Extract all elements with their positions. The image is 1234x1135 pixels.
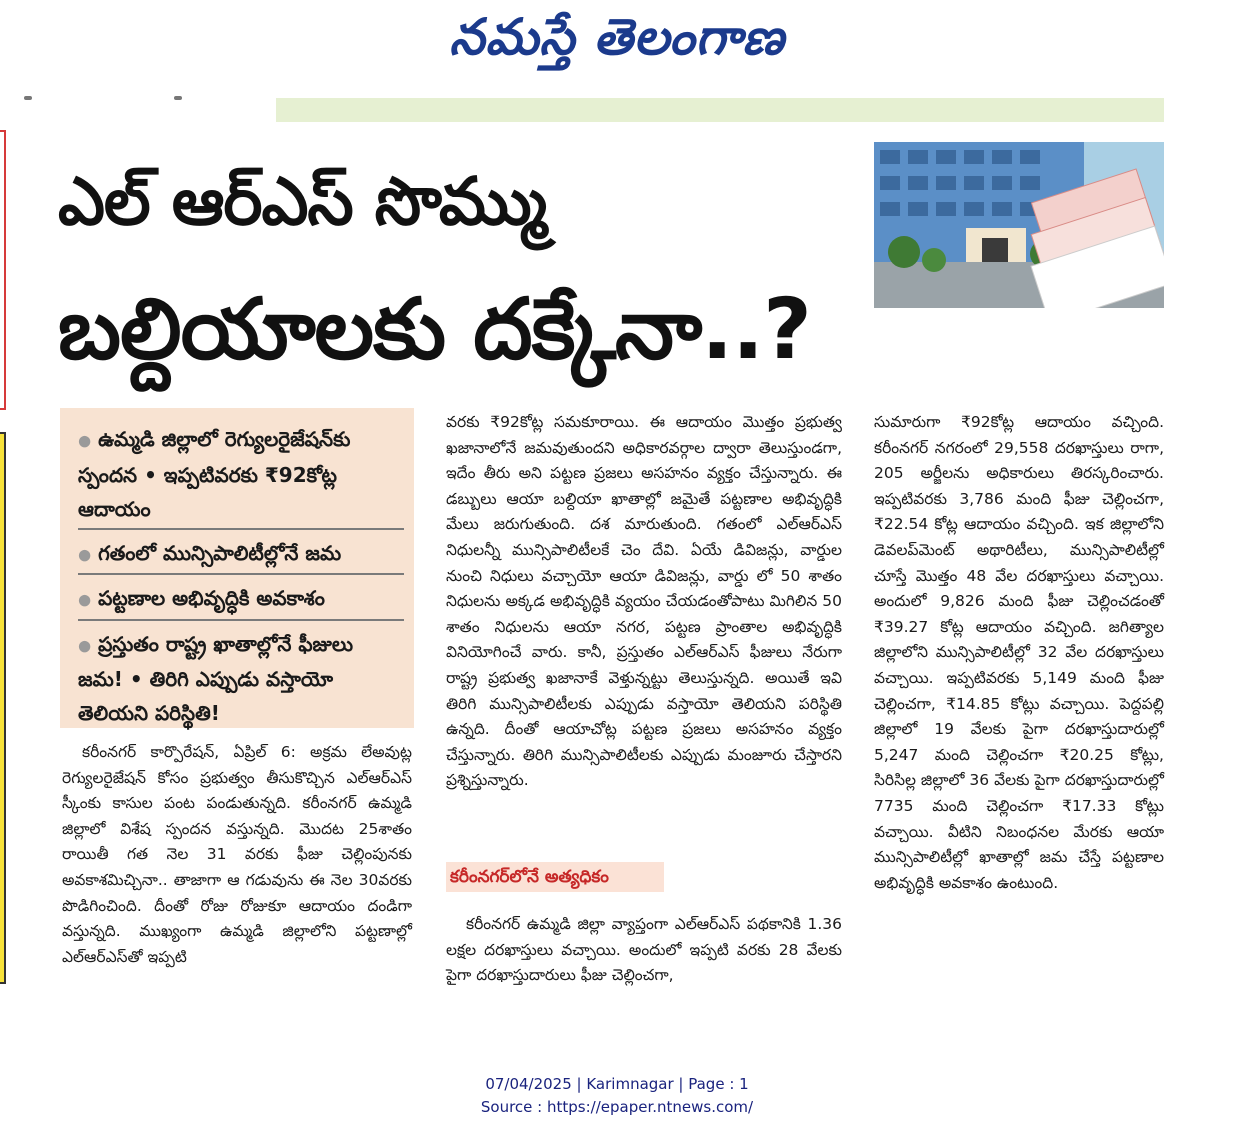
footer-date-edition: 07/04/2025 | Karimnagar | Page : 1 <box>485 1075 749 1093</box>
office-building-photo-icon <box>874 142 1164 308</box>
article-paragraph: సుమారుగా ₹92కోట్ల ఆదాయం వచ్చింది. కరీంనగర్ నగరంలో 29,558 దరఖాస్తులు రాగా, 205 అర్జీలను అధికారులు తిరస్కరించారు. ఇప్పటివరకు 3,786 మంది ఫీజు చెల్లించగా, ₹22.54 కోట్ల ఆదాయం వచ్చింది. ఇక జిల్లాలోని డెవలప్‌మెంట్ అథారిటీలు, మున్సిపాలిటీల్లో చూస్తే మొత్తం 48 వేల దరఖాస్తులు వచ్చాయి. అందులో 9,826 మంది ఫీజు చెల్లించడంతో ₹39.27 కోట్ల ఆదాయం వచ్చింది. జగిత్యాల జిల్లాలోని మున్సిపాలిటీల్లో 32 వేల దరఖాస్తులు వచ్చాయి. ఇప్పటివరకు 5,149 మంది ఫీజు చెల్లించగా, ₹14.85 కోట్లు వచ్చాయి. పెద్దపల్లి జిల్లాలో 19 వేలకు పైగా దరఖాస్తుదారుల్లో 5,247 మంది చెల్లించగా ₹20.25 కోట్లు, సిరిసిల్ల జిల్లాలో 36 వేలకు పైగా దరఖాస్తుదారుల్లో 7735 మంది చెల్లించగా ₹17.33 కోట్లు వచ్చాయి. వీటిని నిబంధనల మేరకు ఆయా మున్సిపాలిటీల్లో ఖాతాల్లో జమ చేస్తే పట్టణాల అభివృద్ధికి అవకాశం ఉంటుంది. <box>874 413 1164 892</box>
top-color-strip <box>276 98 1164 122</box>
bullet-icon: ● <box>78 636 92 654</box>
masthead-title: నమస్తే తెలంగాణ <box>449 8 785 66</box>
bullet-icon: ● <box>78 431 92 450</box>
article-photo <box>874 142 1164 308</box>
article-column-2 <box>446 410 842 798</box>
highlight-item: ● పట్టణాల అభివృద్ధికి అవకాశం <box>78 581 404 621</box>
masthead <box>0 0 1234 80</box>
article-column-3 <box>874 410 1164 900</box>
bullet-icon: ● <box>78 590 92 609</box>
adjacent-article-edge <box>0 432 6 984</box>
decorative-mark <box>174 96 182 100</box>
highlight-item: ● ఉమ్మడి జిల్లాలో రెగ్యులరైజేషన్‌కు స్పందన • ఇప్పటివరకు ₹92కోట్ల ఆదాయం <box>78 422 404 530</box>
headline-line-2: బల్దియాలకు దక్కేనా..? <box>58 280 811 378</box>
highlight-item: ● ప్రస్తుతం రాష్ట్ర ఖాతాల్లోనే ఫీజులు జమ! • తిరిగి ఎప్పుడు వస్తాయో తెలియని పరిస్థితి! <box>78 631 354 725</box>
article-paragraph: కరీంనగర్ కార్పొరేషన్, ఏప్రిల్ 6: అక్రమ లేఅవుట్ల రెగ్యులరైజేషన్ కోసం ప్రభుత్వం తీసుకొచ్చిన ఎల్ఆర్ఎస్ స్కీంకు కాసుల పంట పండుతున్నది. కరీంనగర్ ఉమ్మడి జిల్లాలో విశేష స్పందన వస్తున్నది. మొదట 25శాతం రాయితీ గత నెల 31 వరకు ఫీజు చెల్లింపునకు అవకాశమిచ్చినా.. తాజాగా ఆ గడువును ఈ నెల 30వరకు పొడిగించింది. దీంతో రోజు రోజుకూ ఆదాయం దండిగా వస్తున్నది. ముఖ్యంగా ఉమ్మడి జిల్లాలోని పట్టణాల్లో ఎల్ఆర్ఎస్‌తో ఇప్పటి <box>62 743 412 966</box>
adjacent-article-edge <box>0 130 6 410</box>
decorative-mark <box>24 96 32 100</box>
article-column-2-continued <box>446 912 842 993</box>
footer-source: Source : https://epaper.ntnews.com/ <box>480 1098 754 1116</box>
bullet-icon: ● <box>78 545 92 563</box>
article-paragraph: వరకు ₹92కోట్ల సమకూరాయి. ఈ ఆదాయం మొత్తం ప్రభుత్వ ఖజానాలోనే జమవుతుందని అధికారవర్గాల ద్వారా తెలుస్తుండగా, ఇదేం తీరు అని పట్టణ ప్రజలు అసహనం వ్యక్తం చేస్తున్నారు. ఈ డబ్బులు ఆయా బల్దియా ఖాతాల్లో జమైతే పట్టణాల అభివృద్ధికి మేలు జరుగుతుంది. దశ మారుతుంది. గతంలో ఎల్ఆర్ఎస్ నిధులన్నీ మున్సిపాలిటీలకే చెం దేవి. ఏయే డివిజన్లు, వార్డుల నుంచి నిధులు వచ్చాయో ఆయా డివిజన్లు, వార్డు లో 50 శాతం నిధులను అక్కడ అభివృద్ధికి వ్యయం చేయడంతోపాటు మిగిలిన 50 శాతం నిధులను ఆయా నగర, పట్టణ ప్రాంతాల అభివృద్ధికి వినియోగించే వారు. కానీ, ప్రస్తుతం ఎల్ఆర్ఎస్ ఫీజులు నేరుగా రాష్ట్ర ప్రభుత్వ ఖజానాకే వెళ్తున్నట్టు తెలుస్తున్నది. అయితే ఇవి తిరిగి మున్సిపాలిటీలకు ఎప్పుడు వస్తాయో తెలియని పరిస్థితి ఉన్నది. దీంతో ఆయాచోట్ల పట్టణ ప్రజలు అసహనం వ్యక్తం చేస్తున్నారు. తిరిగి మున్సిపాలిటీలకు ఎప్పుడు మంజూరు చేస్తారని ప్రశ్నిస్తున్నారు. <box>446 413 842 790</box>
headline-line-1: ఎల్ ఆర్ఎస్ సొమ్ము <box>58 163 547 240</box>
highlight-item: ● గతంలో మున్సిపాలిటీల్లోనే జమ <box>78 536 404 576</box>
subheading: కరీంనగర్‌లోనే అత్యధికం <box>446 862 664 892</box>
article-paragraph: కరీంనగర్ ఉమ్మడి జిల్లా వ్యాప్తంగా ఎల్ఆర్ఎస్ పథకానికి 1.36 లక్షల దరఖాస్తులు వచ్చాయి. అందులో ఇప్పటి వరకు 28 వేలకు పైగా దరఖాస్తుదారులు ఫీజు చెల్లించగా, <box>446 915 842 985</box>
article-column-1 <box>62 740 412 974</box>
highlights-box <box>60 408 414 728</box>
